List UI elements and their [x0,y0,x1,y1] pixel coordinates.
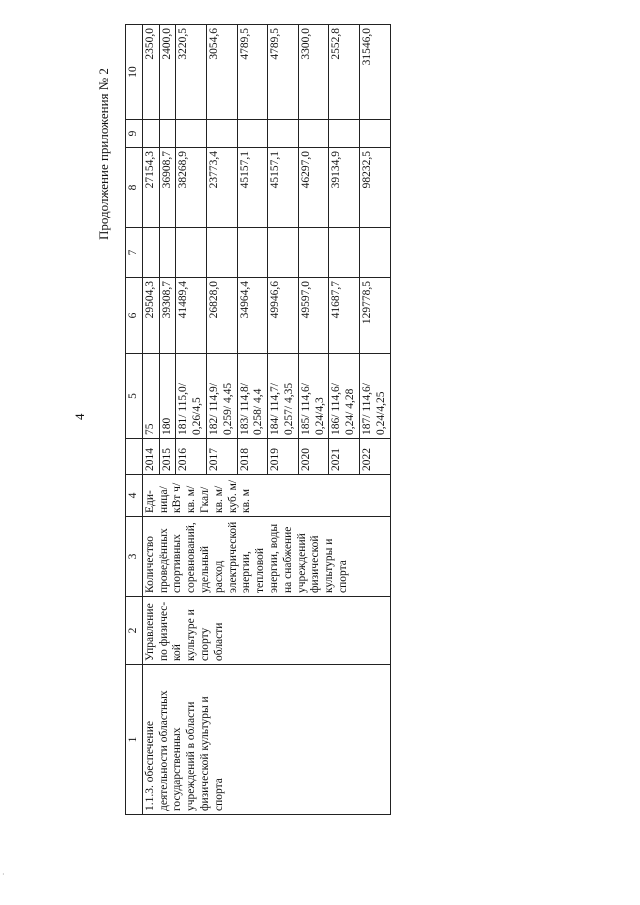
header-cell: 5 [126,354,143,439]
value-cell: 45157,1 [237,148,268,228]
header-row [126,25,143,815]
value-cell: 75 [142,354,159,439]
value-cell [268,120,299,148]
value-cell [237,120,268,148]
value-cell: 2552,8 [329,25,360,120]
value-cell: 31546,0 [359,25,390,120]
value-cell: 2350,0 [142,25,159,120]
value-cell [298,120,329,148]
header-cell: 1 [126,665,143,815]
header-cell: 4 [126,475,143,517]
value-cell: 39134,9 [329,148,360,228]
value-cell [142,228,159,278]
header-cell: 9 [126,120,143,148]
value-cell: 183/ 114,8/ 0,258/ 4,4 [237,354,268,439]
value-cell [176,120,207,148]
value-cell: 185/ 114,6/ 0,24/4,3 [298,354,329,439]
value-cell [329,228,360,278]
value-cell: 184/ 114,7/ 0,257/ 4,35 [268,354,299,439]
page-number: 4 [72,413,87,420]
header-cell: 3 [126,517,143,597]
table-row [142,25,159,815]
header-cell: 2 [126,597,143,665]
value-cell: 46297,0 [298,148,329,228]
value-cell: 4789,5 [237,25,268,120]
year-cell: 2014 [142,439,159,475]
value-cell: 180 [159,354,176,439]
value-cell: 187/ 114,6/ 0,24/4,25 [359,354,390,439]
header-cell [126,439,143,475]
value-cell: 3220,5 [176,25,207,120]
value-cell [142,120,159,148]
value-cell [329,120,360,148]
header-cell: 6 [126,278,143,354]
value-cell [206,228,237,278]
header-cell: 8 [126,148,143,228]
unit-cell: Еди-ница/ кВт ч/ кв. м/ Гкал/ кв. м/ куб. м/ кв. м [142,475,390,517]
year-cell: 2015 [159,439,176,475]
value-cell [176,228,207,278]
value-cell: 41687,7 [329,278,360,354]
value-cell [159,228,176,278]
year-cell: 2018 [237,439,268,475]
header-cell: 10 [126,25,143,120]
value-cell: 27154,3 [142,148,159,228]
year-cell: 2016 [176,439,207,475]
value-cell [237,228,268,278]
value-cell: 186/ 114,6/ 0,24/ 4,28 [329,354,360,439]
value-cell [206,120,237,148]
value-cell: 23773,4 [206,148,237,228]
value-cell [359,120,390,148]
value-cell: 34964,4 [237,278,268,354]
value-cell: 3054,6 [206,25,237,120]
year-cell: 2019 [268,439,299,475]
value-cell: 98232,5 [359,148,390,228]
value-cell [268,228,299,278]
activity-cell: 1.1.3. обеспечение деятельности областных государственных учреждений в области физической культуры и спорта [142,665,390,815]
rotated-table-wrapper [125,25,560,815]
year-cell: 2022 [359,439,390,475]
value-cell: 38268,9 [176,148,207,228]
value-cell: 129778,5 [359,278,390,354]
value-cell: 182/ 114,9/ 0,259/ 4,45 [206,354,237,439]
value-cell [359,228,390,278]
value-cell: 26828,0 [206,278,237,354]
value-cell: 49946,6 [268,278,299,354]
responsible-cell: Управление по физичес-кой культуре и спорту области [142,597,390,665]
year-cell: 2017 [206,439,237,475]
year-cell: 2020 [298,439,329,475]
value-cell: 3300,0 [298,25,329,120]
value-cell: 181/ 115,0/ 0,26/4,5 [176,354,207,439]
value-cell: 45157,1 [268,148,299,228]
corner-mark: · [2,870,5,879]
continuation-title: Продолжение приложения № 2 [96,68,111,240]
data-table [125,24,391,815]
value-cell: 49597,0 [298,278,329,354]
year-cell: 2021 [329,439,360,475]
value-cell: 39308,7 [159,278,176,354]
value-cell: 2400,0 [159,25,176,120]
value-cell: 41489,4 [176,278,207,354]
value-cell [159,120,176,148]
value-cell: 4789,5 [268,25,299,120]
value-cell: 36908,7 [159,148,176,228]
value-cell: 29504,3 [142,278,159,354]
header-cell: 7 [126,228,143,278]
indicator-cell: Количество проведённых спортивных соревнований, удельный расход электрической энергии, тепловой энергии, воды на снабжение учреждений физической культуры и спорта [142,517,390,597]
value-cell [298,228,329,278]
